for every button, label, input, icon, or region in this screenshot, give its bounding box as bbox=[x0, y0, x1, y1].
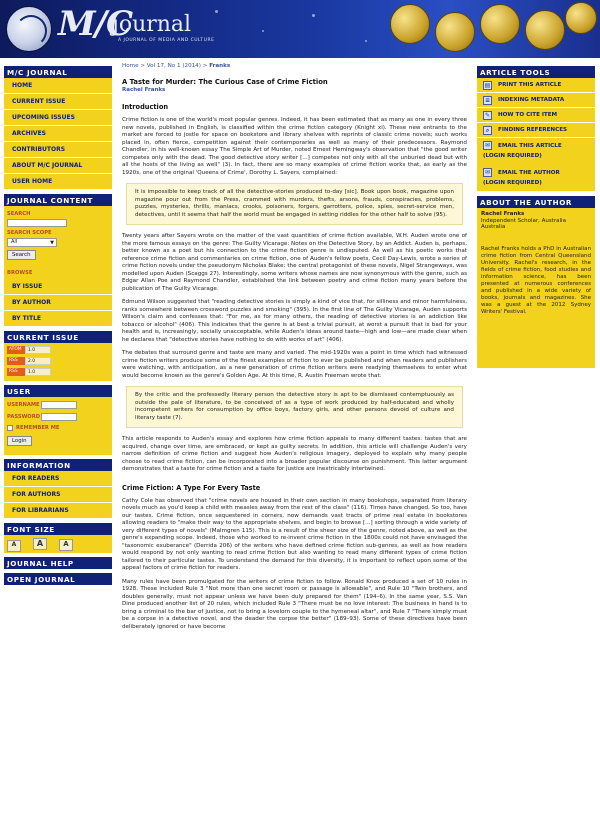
feeds-block bbox=[4, 343, 112, 381]
feed-atom[interactable] bbox=[7, 345, 109, 355]
breadcrumb-current[interactable]: Franks bbox=[209, 63, 231, 69]
paragraph: Many rules have been promulgated for the writers of crime fiction to follow. Ronald Knox produced a set of 10 rules in 1928. These included Rule 3 "Not more than one secret room or passage is allowable", and Rule 10 "Twin brothers, and doubles generally, must not appear unless we have been duly prepared for them" (194–6). In the same year, S.S. Van Dine produced another list of 20 rules, which included Rule 3 "There must be no love interest: The business in hand is to bring a criminal to the bar of justice, not to bring a lovelorn couple to the hymeneal altar", and Rule 7 "There simply must be a corpse in a detective novel, and the deader the corpse the better" (189–93). Some of these directives have been deliberately ignored or have become bbox=[122, 578, 467, 630]
medal-decoration bbox=[390, 4, 430, 44]
current-issue-title: CURRENT ISSUE bbox=[4, 331, 112, 343]
globe-logo-icon[interactable] bbox=[6, 6, 52, 52]
feed-version: 2.0 bbox=[25, 357, 51, 365]
info-for-readers[interactable]: FOR READERS bbox=[4, 471, 112, 487]
feed-badge: RSS bbox=[7, 357, 25, 365]
article-title: A Taste for Murder: The Curious Case of Crime Fiction bbox=[122, 78, 328, 86]
nav-home[interactable]: HOME bbox=[4, 78, 112, 94]
medal-decoration bbox=[525, 10, 565, 50]
ojs-link[interactable]: OPEN JOURNAL SYSTEMS bbox=[4, 573, 112, 585]
email-article-label: EMAIL THIS ARTICLE bbox=[498, 142, 562, 149]
logo-mc[interactable]: M/C bbox=[58, 4, 133, 44]
breadcrumb-home[interactable]: Home bbox=[122, 63, 139, 69]
sparkle-decoration bbox=[365, 40, 367, 42]
how-to-cite-label: HOW TO CITE ITEM bbox=[498, 112, 558, 118]
font-small-icon[interactable]: A bbox=[7, 540, 21, 552]
metadata-icon: ≡ bbox=[484, 96, 491, 104]
password-label: PASSWORD bbox=[7, 414, 41, 420]
article-main bbox=[122, 78, 467, 637]
printer-icon: ▤ bbox=[484, 81, 491, 89]
font-size-title: FONT SIZE bbox=[4, 523, 112, 535]
right-sidebar bbox=[477, 66, 595, 368]
journal-content-title: JOURNAL CONTENT bbox=[4, 194, 112, 206]
feed-rss2[interactable] bbox=[7, 356, 109, 366]
feed-version: 1.0 bbox=[25, 346, 51, 354]
username-label: USERNAME bbox=[7, 402, 40, 408]
remember-me-label: REMEMBER ME bbox=[16, 425, 60, 431]
sparkle-decoration bbox=[262, 30, 264, 32]
feed-badge: ATOM bbox=[7, 346, 25, 354]
nav-current-issue[interactable]: CURRENT ISSUE bbox=[4, 94, 112, 110]
email-icon: ✉ bbox=[484, 142, 491, 149]
email-icon: ✉ bbox=[484, 169, 491, 176]
site-header bbox=[0, 0, 600, 58]
nav-upcoming-issues[interactable]: UPCOMING ISSUES bbox=[4, 110, 112, 126]
sparkle-decoration bbox=[215, 10, 218, 13]
journal-title: M/C JOURNAL bbox=[4, 66, 112, 78]
information-title: INFORMATION bbox=[4, 459, 112, 471]
article-tools-title: ARTICLE TOOLS bbox=[477, 66, 595, 78]
nav-archives[interactable]: ARCHIVES bbox=[4, 126, 112, 142]
info-for-librarians[interactable]: FOR LIBRARIANS bbox=[4, 503, 112, 519]
font-large-icon[interactable]: A bbox=[59, 539, 73, 551]
indexing-metadata-link[interactable] bbox=[477, 93, 595, 108]
paragraph: The debates that surround genre and taste are many and varied. The mid-1920s was a point in time which had witnessed crime fiction writers produce some of the finest examples of fiction to ever be published and when readers and publishers were watching, with anticipation, as a new generation of crime fiction writers were readying themselves to enter what would become known as the genre's Golden Age. At this time, R. Austin Freeman wrote that: bbox=[122, 350, 467, 379]
references-icon: ⌕ bbox=[483, 126, 492, 135]
browse-by-title[interactable]: BY TITLE bbox=[4, 311, 112, 327]
search-scope-select[interactable] bbox=[7, 238, 57, 247]
search-block bbox=[4, 206, 112, 279]
finding-references-link[interactable] bbox=[477, 123, 595, 138]
font-size-block bbox=[4, 535, 112, 553]
paragraph: This article responds to Auden's essay and explores how crime fiction appeals to many different tastes: tastes that are acquired, change over time, are embraced, or kept as guilty secrets. In addition, this article will challenge Auden's very narrow definition of crime fiction and suggest how Auden's religious imagery, deployed to explain why many people choose to read crime fiction, can be incorporated into a broader popular discourse on punishment. This latter argument demonstrates that a taste for crime fiction and a taste for justice are inextricably intertwined. bbox=[122, 436, 467, 472]
nav-contributors[interactable]: CONTRIBUTORS bbox=[4, 142, 112, 158]
feed-badge: RSS bbox=[7, 368, 25, 376]
email-author-link[interactable] bbox=[477, 165, 595, 180]
breadcrumb-separator: > bbox=[202, 63, 210, 69]
author-name: Rachel Franks bbox=[481, 211, 525, 217]
user-title: USER bbox=[4, 385, 112, 397]
tagline: A JOURNAL OF MEDIA AND CULTURE bbox=[118, 38, 215, 43]
blockquote: It is impossible to keep track of all the detective-stories produced to-day [sic]. Book upon book, magazine upon magazine pour out from the Press, crammed with murders, thefts, arsons, frauds, conspiracies, problems, puzzles, mysteries, thrills, maniacs, crooks, poisoners, forgers, garrotters, police, spies, secret-service men, detectives, until it seems that half the world must be engaged in setting riddles for the other half to solve (95). bbox=[126, 183, 463, 225]
paragraph: Edmund Wilson suggested that "reading detective stories is simply a kind of vice that, for silliness and minor harmfulness, ranks somewhere between crossword puzzles and smoking" (395). In the first line of The Guilty Vicarage, Auden supports Wilson's claim and confesses that: "For me, as for many others, the reading of detective stories is an addiction like tobacco or alcohol" (406). This indicates that the genre is at best a trivial pursuit, at worst a pursuit that is bad for your health and is, increasingly, socially unacceptable, while Auden's ideas around taste—high and low—are made clear when he declares that "detective stories have nothing to do with works of art" (406). bbox=[122, 299, 467, 343]
feed-version: 1.0 bbox=[25, 368, 51, 376]
cite-icon: ✎ bbox=[484, 111, 491, 119]
medal-decoration bbox=[435, 12, 475, 52]
email-author-note: (LOGIN REQUIRED) bbox=[477, 180, 595, 192]
password-input[interactable] bbox=[41, 413, 77, 421]
browse-label: BROWSE bbox=[7, 270, 33, 276]
search-input[interactable] bbox=[7, 219, 67, 227]
login-block bbox=[4, 397, 112, 455]
paragraph: Crime fiction is one of the world's most popular genres. Indeed, it has been estimated that as many as one in every three new novels, published in English, is classified within the crime fiction category (Knight xi). These new entrants to the market are forced to jostle for space on bookstore and library shelves with reprints of classic crime novels; such works placed in, often fierce, competition against their contemporaries as well as many of their predecessors. Raymond Chandler, in his well-known essay The Simple Art of Murder, noted Ernest Hemingway's observation that "the good writer competes only with the dead. The good detective story writer [...] competes not only with all the unburied dead but with all the hosts of the living as well" (3). In fact, there are so many examples of crime fiction works that, as early as the 1920s, one of the original 'Queens of Crime', Dorothy L. Sayers, complained: bbox=[122, 117, 467, 176]
remember-me-checkbox[interactable] bbox=[7, 425, 13, 431]
email-author-label: EMAIL THE AUTHOR bbox=[498, 169, 560, 176]
search-label: SEARCH bbox=[7, 211, 31, 217]
feed-rss1[interactable] bbox=[7, 367, 109, 377]
about-author-body bbox=[477, 208, 595, 368]
search-scope-label: SEARCH SCOPE bbox=[7, 230, 52, 236]
journal-help-link[interactable]: JOURNAL HELP bbox=[4, 557, 112, 569]
info-for-authors[interactable]: FOR AUTHORS bbox=[4, 487, 112, 503]
email-article-note: (LOGIN REQUIRED) bbox=[477, 153, 595, 165]
paragraph: Twenty years after Sayers wrote on the matter of the vast quantities of crime fiction available, W.H. Auden wrote one of the more famous essays on the genre: The Guilty Vicarage: Notes on the Detective Story, by an Addict. Auden is, perhaps, better known as a poet but his connection to the crime fiction genre is undisputed. As well as his poetic works that reference crime fiction and commentaries on crime fiction, one of Auden's fellow poets, Cecil Day-Lewis, wrote a series of crime fiction novels under the pseudonym Nicholas Blake: the central protagonist of these novels, Nigel Strangeways, was modelled upon Auden (Scaggs 27). Interestingly, some writers whose names are now synonymous with the genre, such as Edgar Allan Poe and Raymond Chandler, established the link between poetry and crime fiction many years before the publication of The Guilty Vicarage. bbox=[122, 233, 467, 292]
medal-decoration bbox=[565, 2, 597, 34]
finding-references-label: FINDING REFERENCES bbox=[498, 127, 568, 133]
logo-journal[interactable]: journal bbox=[112, 12, 192, 37]
about-author-title: ABOUT THE AUTHOR bbox=[477, 196, 595, 208]
sparkle-decoration bbox=[312, 14, 315, 17]
browse-by-issue[interactable]: BY ISSUE bbox=[4, 279, 112, 295]
print-article-link[interactable] bbox=[477, 78, 595, 93]
indexing-metadata-label: INDEXING METADATA bbox=[498, 97, 565, 103]
breadcrumb bbox=[122, 63, 230, 69]
browse-by-author[interactable]: BY AUTHOR bbox=[4, 295, 112, 311]
font-default-icon[interactable]: A bbox=[33, 538, 47, 550]
author-bio: Rachel Franks holds a PhD in Australian crime fiction from Central Queensland University. Rachel's research, in the fields of crime fiction, food studies and information science, has been presented at numerous conferences and published in a wide variety of books, journals and magazines. She was a guest at the 2012 Sydney Writers' Festival. bbox=[481, 246, 591, 315]
breadcrumb-issue[interactable]: Vol 17, No 1 (2014) bbox=[146, 63, 201, 69]
author-affiliation: Independent Scholar, Australia Australia bbox=[481, 218, 566, 230]
how-to-cite-link[interactable] bbox=[477, 108, 595, 123]
search-scope-value: All bbox=[11, 239, 18, 245]
nav-user-home[interactable]: USER HOME bbox=[4, 174, 112, 190]
login-button[interactable]: Login bbox=[7, 436, 32, 446]
intro-heading: Introduction bbox=[122, 103, 169, 111]
nav-about[interactable]: ABOUT M/C JOURNAL bbox=[4, 158, 112, 174]
search-button[interactable]: Search bbox=[7, 250, 36, 260]
username-input[interactable] bbox=[41, 401, 77, 409]
print-article-label: PRINT THIS ARTICLE bbox=[498, 82, 562, 88]
paragraph: Cathy Cole has observed that "crime novels are housed in their own section in many bookshops, separated from literary novels much as you'd keep a child with measles away from the rest of the class" (116). Times have changed. So too, have our tastes. Crime fiction, once sequestered in corners, now demands vast tracts of prime real estate in bookstores allowing readers to "make their way to the appropriate shelves, and begin to browse [...] sorting through a wide variety of very different types of novels" (Malmgren 115). This is a result of the sheer size of the genre, noted above, as well as the genre's expanding scope. Indeed, those who worked to re-invent crime fiction in the 1800s could not have envisaged the "taxonomic exuberance" (Derrida 206) of the writers who have defined crime fiction sub-genres, as well as how readers would respond by not only wanting to read crime fiction but also wanting to read many different types of crime fiction tailored to their particular tastes. To understand the demand for this diversity, it is important to reflect upon some of the appeal factors of crime fiction for readers. bbox=[122, 497, 467, 571]
article-author[interactable]: Rachel Franks bbox=[122, 87, 166, 93]
email-article-link[interactable] bbox=[477, 138, 595, 153]
left-sidebar bbox=[4, 66, 112, 593]
breadcrumb-separator: > bbox=[140, 63, 147, 69]
chevron-down-icon: ▼ bbox=[50, 240, 54, 246]
section-heading: Crime Fiction: A Type For Every Taste bbox=[122, 483, 261, 492]
blockquote: By the critic and the professedly literary person the detective story is apt to be dismissed contemptuously as outside the pale of literature, to be conceived of as a type of work produced by half-educated and wholly incompetent writers for consumption by office boys, factory girls, and other persons devoid of culture and literary taste (7). bbox=[126, 386, 463, 428]
medal-decoration bbox=[480, 4, 520, 44]
